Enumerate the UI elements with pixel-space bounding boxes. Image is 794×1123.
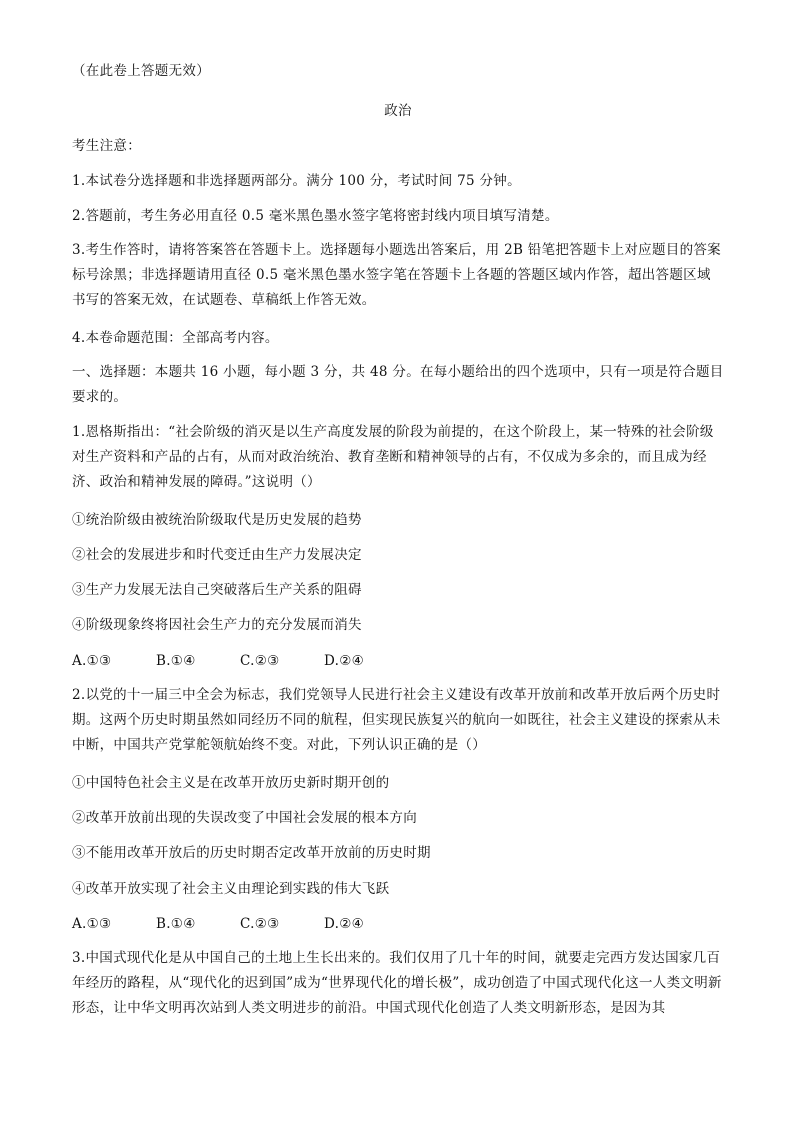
option-d: D.②④: [324, 653, 365, 669]
question-stem: 2.以党的十一届三中全会为标志，我们党领导人民进行社会主义建设有改革开放前和改革开放后两个历史时期。这两个历史时期虽然如同经历不同的航程，但实现民族复兴的航向一如既往，社会主义建设的探索从未中断，中国共产党掌舵领航始终不变。对此，下列认识正确的是（）: [72, 687, 721, 753]
statement-item: ②改革开放前出现的失误改变了中国社会发展的根本方向: [72, 810, 417, 826]
option-d: D.②④: [324, 916, 365, 932]
section-heading: 一、选择题：本题共 16 小题，每小题 3 分，共 48 分。在每小题给出的四个选项中，只有一项是符合题目要求的。: [72, 364, 724, 405]
option-c: C.②③: [240, 916, 280, 932]
question-stem: 3.中国式现代化是从中国自己的土地上生长出来的。我们仅用了几十年的时间，就要走完西方发达国家几百年经历的路程，从“现代化的迟到国”成为“世界现代化的增长极”，成功创造了中国式现代化这一人类文明新形态，让中华文明再次站到人类文明进步的前沿。中国式现代化创造了人类文明新形态，是因为其: [72, 950, 722, 1016]
instruction-item: 2.答题前，考生务必用直径 0.5 毫米黑色墨水签字笔将密封线内项目填写清楚。: [72, 208, 559, 224]
statement-item: ②社会的发展进步和时代变迁由生产力发展决定: [72, 547, 362, 563]
option-b: B.①④: [156, 653, 196, 669]
statement-item: ④改革开放实现了社会主义由理论到实践的伟大飞跃: [72, 881, 390, 897]
answer-options: [72, 915, 364, 933]
statement-item: ③不能用改革开放后的历史时期否定改革开放前的历史时期: [72, 845, 431, 861]
statement-item: ①中国特色社会主义是在改革开放历史新时期开创的: [72, 775, 390, 791]
instruction-item: 1.本试卷分选择题和非选择题两部分。满分 100 分，考试时间 75 分钟。: [72, 173, 521, 189]
option-a: A.①③: [72, 653, 112, 669]
statement-item: ④阶级现象终将因社会生产力的充分发展而消失: [72, 617, 362, 633]
instruction-item: 4.本卷命题范围：全部高考内容。: [72, 330, 279, 346]
instructions-heading: 考生注意：: [72, 138, 141, 154]
page-title: 政治: [384, 103, 412, 119]
header-note: （在此卷上答题无效）: [72, 63, 210, 79]
statement-item: ③生产力发展无法自己突破落后生产关系的阻碍: [72, 582, 362, 598]
answer-options: [72, 652, 364, 670]
question-stem: 1.恩格斯指出：“社会阶级的消灭是以生产高度发展的阶段为前提的，在这个阶段上，某一特殊的社会阶级对生产资料和产品的占有，从而对政治统治、教育垄断和精神领导的占有，不仅成为多余的，而且成为经济、政治和精神发展的障碍。”这说明（）: [72, 424, 714, 490]
instruction-item: 3.考生作答时，请将答案答在答题卡上。选择题每小题选出答案后，用 2B 铅笔把答题卡上对应题目的答案标号涂黑；非选择题请用直径 0.5 毫米黑色墨水签字笔在答题卡上各题的答题区域内作答，超出答题区域书写的答案无效，在试题卷、草稿纸上作答无效。: [72, 242, 721, 308]
option-c: C.②③: [240, 653, 280, 669]
option-b: B.①④: [156, 916, 196, 932]
statement-item: ①统治阶级由被统治阶级取代是历史发展的趋势: [72, 512, 362, 528]
option-a: A.①③: [72, 916, 112, 932]
